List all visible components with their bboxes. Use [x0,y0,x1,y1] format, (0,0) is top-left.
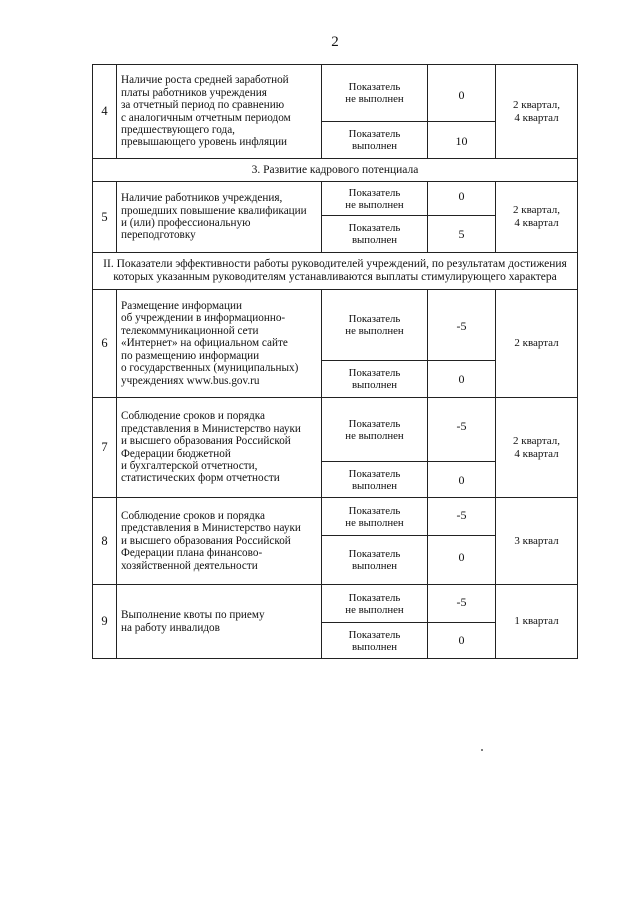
status-not-met: Показатель не выполнен [322,585,428,623]
reporting-period: 2 квартал, 4 квартал [496,398,578,498]
status-met: Показатель выполнен [322,122,428,159]
page-number: 2 [331,34,339,50]
section-heading: II. Показатели эффективности работы руководителей учреждений, по результатам достижения которых указанным руководителям устанавливаются выплаты стимулирующего характера [93,253,578,290]
indicator-name: Наличие работников учреждения, прошедших повышение квалификации и (или) профессиональную переподготовку [117,182,322,253]
score-met: 0 [428,361,496,398]
status-not-met: Показатель не выполнен [322,182,428,216]
status-met: Показатель выполнен [322,536,428,585]
section-heading: 3. Развитие кадрового потенциала [93,159,578,182]
section-heading-row [93,159,578,182]
status-not-met: Показатель не выполнен [322,498,428,536]
reporting-period: 3 квартал [496,498,578,585]
table-row [93,290,578,361]
indicators-table [92,64,578,659]
score-met: 10 [428,122,496,159]
status-not-met: Показатель не выполнен [322,290,428,361]
indicator-name: Выполнение квоты по приему на работу инвалидов [117,585,322,659]
score-not-met: 0 [428,65,496,122]
reporting-period: 2 квартал [496,290,578,398]
table-row [93,182,578,216]
score-not-met: -5 [428,398,496,462]
row-number: 4 [93,65,117,159]
indicator-name: Соблюдение сроков и порядка представления в Министерство науки и высшего образования Российской Федерации бюджетной и бухгалтерской отчетности, статистических форм отчетности [117,398,322,498]
status-met: Показатель выполнен [322,361,428,398]
section-heading-row [93,253,578,290]
score-met: 0 [428,623,496,659]
row-number: 6 [93,290,117,398]
reporting-period: 2 квартал, 4 квартал [496,65,578,159]
row-number: 9 [93,585,117,659]
table-row [93,65,578,122]
row-number: 8 [93,498,117,585]
indicator-name: Наличие роста средней заработной платы работников учреждения за отчетный период по сравнению с аналогичным отчетным периодом предшествующего года, превышающего уровень инфляции [117,65,322,159]
score-met: 5 [428,216,496,253]
status-met: Показатель выполнен [322,216,428,253]
status-not-met: Показатель не выполнен [322,398,428,462]
scan-speck [481,749,483,751]
reporting-period: 1 квартал [496,585,578,659]
score-not-met: -5 [428,498,496,536]
score-met: 0 [428,462,496,498]
indicator-name: Соблюдение сроков и порядка представления в Министерство науки и высшего образования Российской Федерации плана финансово- хозяйственной деятельности [117,498,322,585]
row-number: 7 [93,398,117,498]
table-row [93,498,578,536]
reporting-period: 2 квартал, 4 квартал [496,182,578,253]
score-not-met: -5 [428,585,496,623]
score-met: 0 [428,536,496,585]
score-not-met: -5 [428,290,496,361]
status-not-met: Показатель не выполнен [322,65,428,122]
status-met: Показатель выполнен [322,462,428,498]
score-not-met: 0 [428,182,496,216]
table-row [93,398,578,462]
status-met: Показатель выполнен [322,623,428,659]
row-number: 5 [93,182,117,253]
table-row [93,585,578,623]
indicator-name: Размещение информации об учреждении в информационно- телекоммуникационной сети «Интернет» на официальном сайте по размещению информации о государственных (муниципальных) учреждениях www.bus.gov.ru [117,290,322,398]
